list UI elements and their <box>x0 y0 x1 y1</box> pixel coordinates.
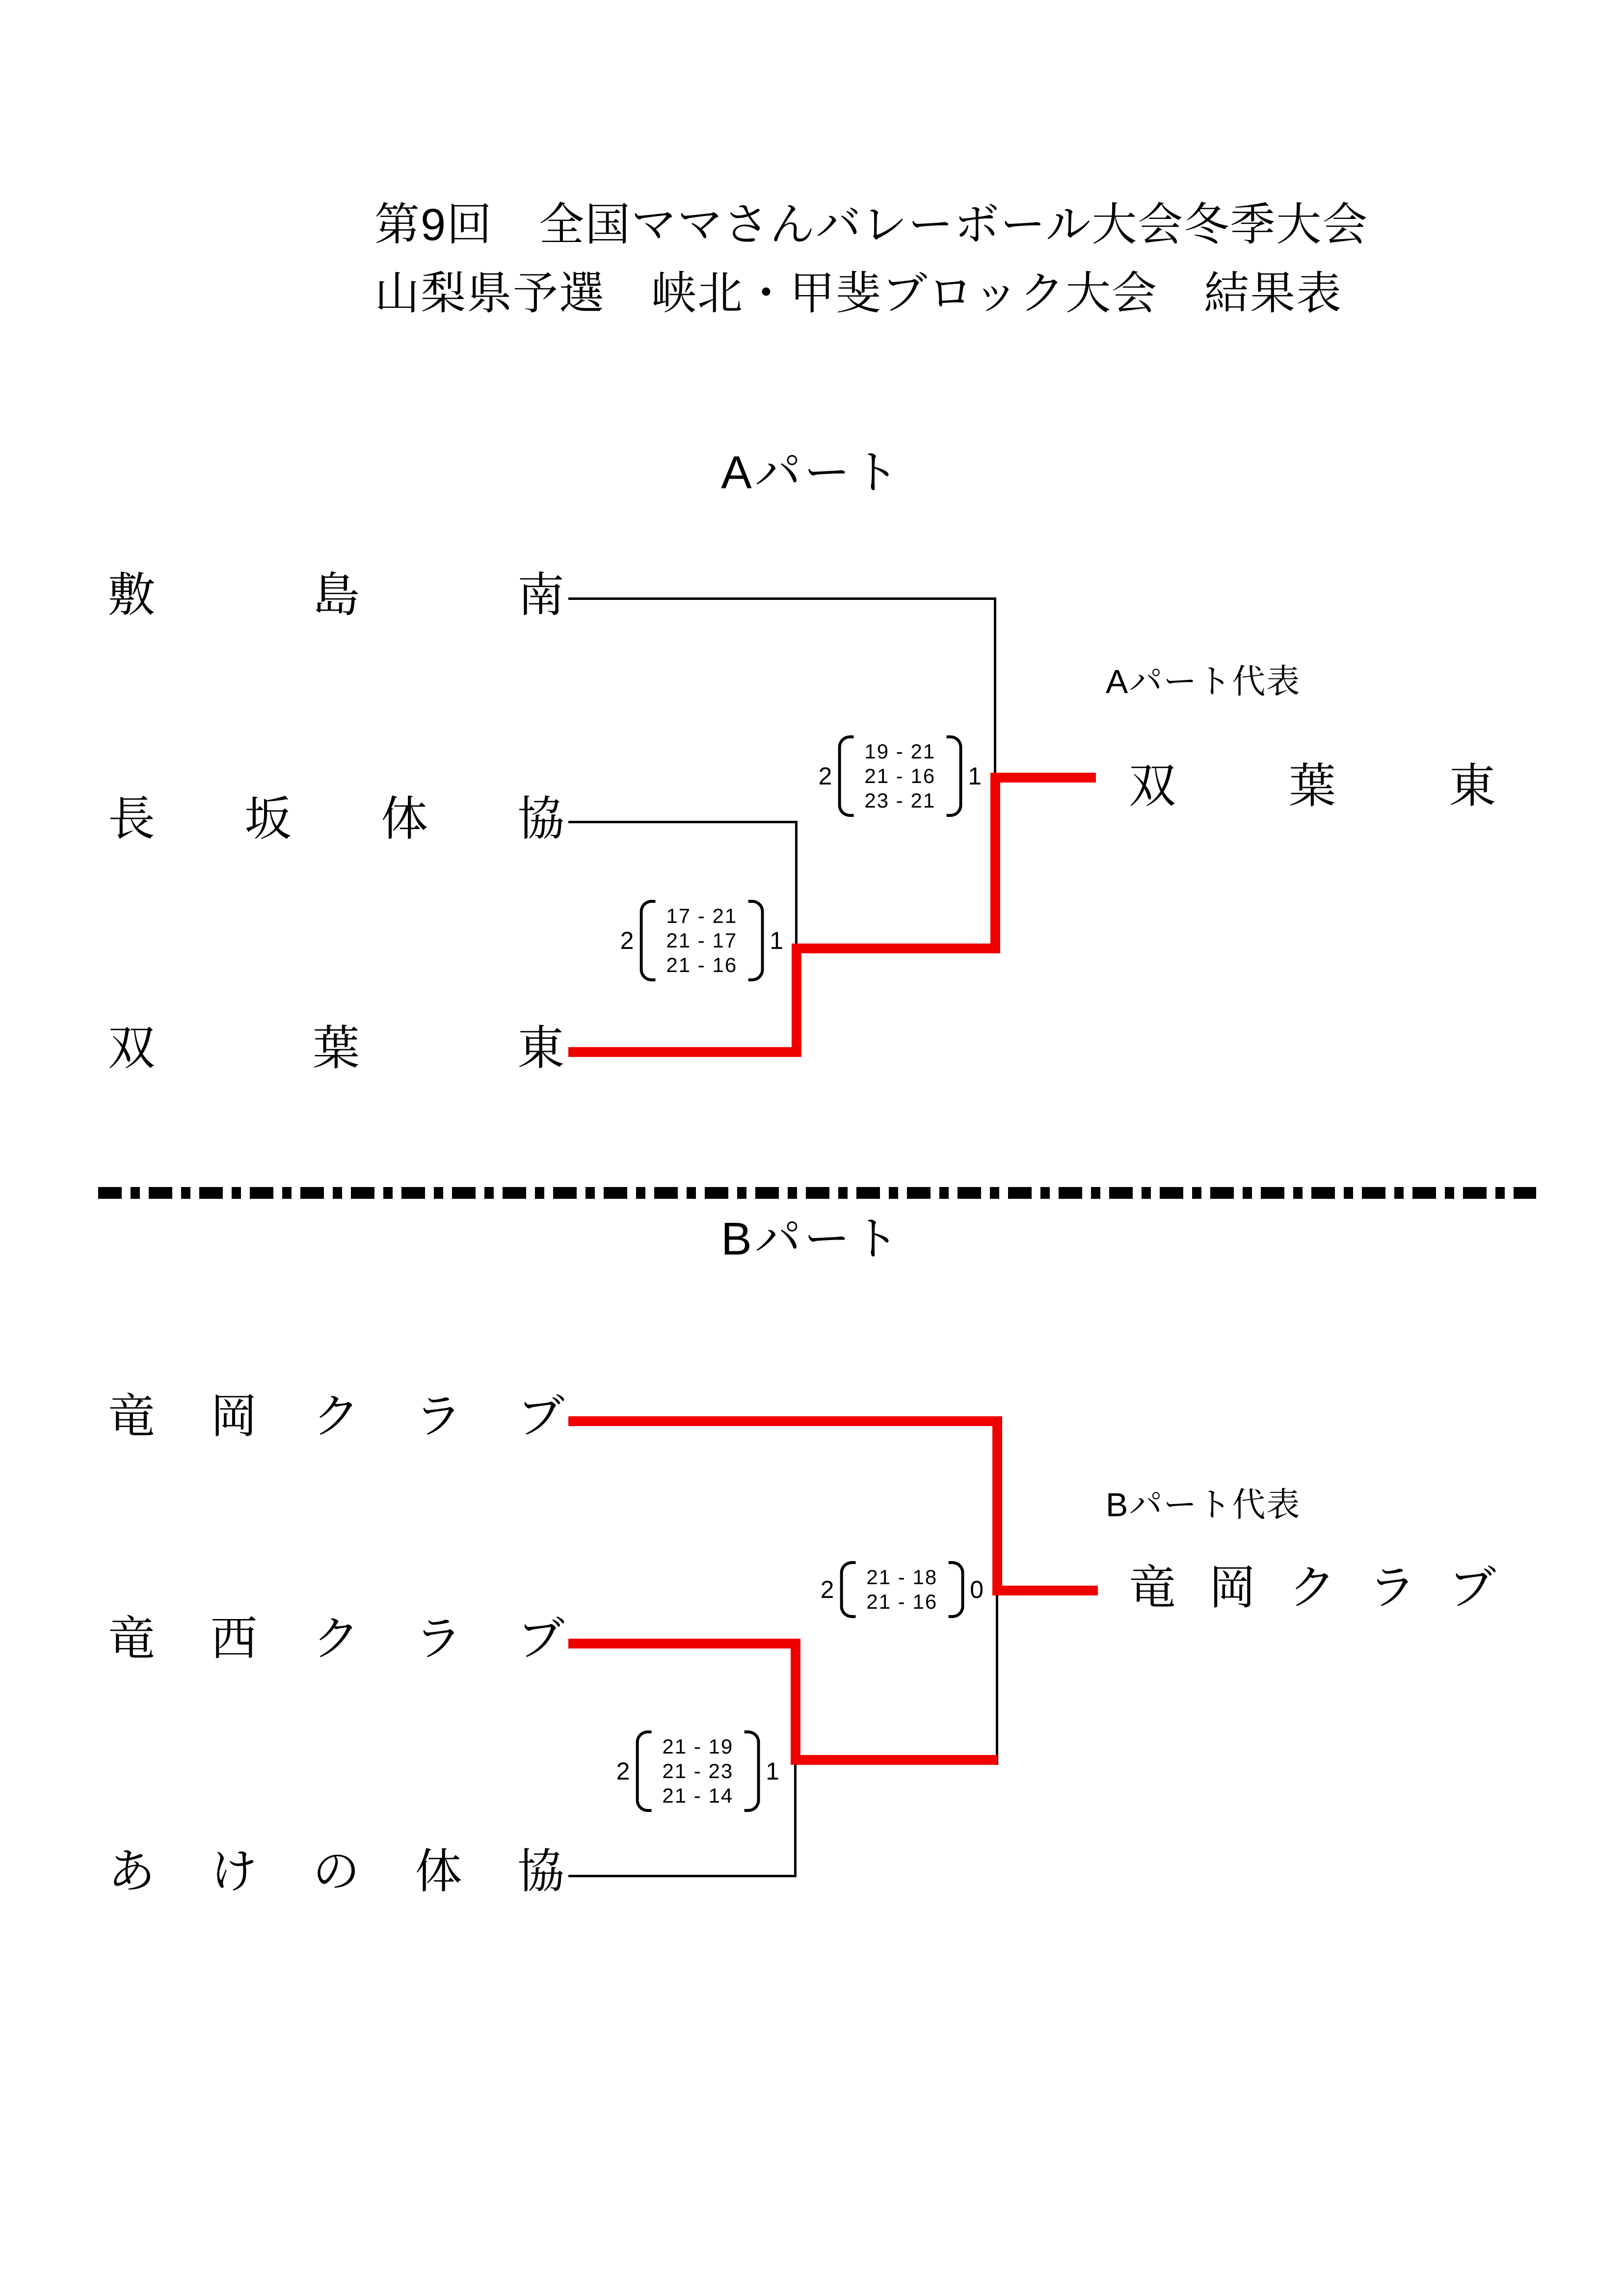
team-name-char: 体 <box>415 1845 462 1898</box>
team-name-char: 西 <box>210 1613 258 1665</box>
team-name-char: 竜 <box>108 1613 155 1665</box>
bracket-line-b-team3-drop <box>794 1765 797 1876</box>
set-score: 17 - 21 <box>666 904 738 927</box>
part-a-final-loser-sets: 1 <box>968 762 982 790</box>
tournament-title-line2: 山梨県予選 峡北・甲斐ブロック大会 結果表 <box>374 269 1343 319</box>
team-name-char: 葉 <box>313 1022 360 1075</box>
team-name-char: 東 <box>517 1022 564 1075</box>
set-score: 19 - 21 <box>864 740 936 763</box>
part-a-final-score <box>817 735 984 817</box>
part-a-representative-label: Aパート代表 <box>1106 663 1301 701</box>
bracket-line-a-team2 <box>568 821 798 823</box>
part-b-header: Bパート <box>721 1213 902 1265</box>
part-a-final-set-scores <box>857 735 942 817</box>
bracket-line-b-team3 <box>568 1875 797 1877</box>
part-b-semi-set-scores <box>655 1730 740 1812</box>
team-name-char: ク <box>313 1390 360 1443</box>
part-b-semi-winner-sets: 2 <box>616 1757 630 1785</box>
part-a-final-winner-sets: 2 <box>818 762 832 790</box>
bracket-line-b-team1 <box>568 1416 1002 1426</box>
bracket-line-a-semi-riser <box>792 944 801 1057</box>
team-name-char: 長 <box>108 793 155 845</box>
team-name-char: ブ <box>517 1390 564 1443</box>
bracket-close-glyph <box>948 1561 964 1618</box>
team-name-char: 竜 <box>1129 1562 1176 1614</box>
team-name-char: 岡 <box>1209 1562 1256 1614</box>
part-a-semi-winner-sets: 2 <box>620 927 634 954</box>
bracket-open-glyph <box>840 1561 855 1618</box>
part-a-team-2 <box>108 793 564 845</box>
bracket-line-a-team1 <box>568 597 996 600</box>
part-b-semifinal-score <box>614 1730 781 1812</box>
team-name-char: 南 <box>517 569 564 621</box>
team-name-char: あ <box>108 1845 155 1898</box>
part-a-representative-name <box>1129 760 1496 812</box>
bracket-open-glyph <box>838 735 853 817</box>
team-name-char: 葉 <box>1289 760 1336 812</box>
part-b-final-winner-sets: 2 <box>820 1576 834 1603</box>
set-score: 21 - 16 <box>866 1590 938 1613</box>
team-name-char: 双 <box>1129 760 1176 812</box>
team-name-char: ブ <box>1449 1562 1496 1614</box>
section-divider <box>98 1187 1536 1199</box>
set-score: 23 - 21 <box>864 789 936 812</box>
team-name-char: け <box>210 1845 258 1898</box>
set-score: 21 - 19 <box>662 1735 734 1758</box>
bracket-close-glyph <box>748 900 764 981</box>
part-b-final-set-scores <box>859 1561 944 1618</box>
set-score: 21 - 16 <box>666 953 738 976</box>
part-a-semi-set-scores <box>659 900 744 981</box>
team-name-char: ブ <box>517 1613 564 1665</box>
team-name-char: ラ <box>1369 1562 1416 1614</box>
team-name-char: ラ <box>415 1390 462 1443</box>
team-name-char: 体 <box>381 793 428 845</box>
part-b-team-1 <box>108 1390 564 1443</box>
part-a-header: Aパート <box>721 446 902 498</box>
part-a-semifinal-score <box>618 900 785 981</box>
bracket-line-b-semi-out <box>791 1755 997 1765</box>
team-name-char: 双 <box>108 1022 155 1075</box>
bracket-line-a-team1-drop <box>994 597 996 773</box>
set-score: 21 - 18 <box>866 1566 938 1589</box>
part-b-final-loser-sets: 0 <box>970 1576 984 1603</box>
team-name-char: ク <box>313 1613 360 1665</box>
part-b-representative-name <box>1129 1562 1496 1614</box>
bracket-line-b-semi-drop <box>791 1639 800 1765</box>
bracket-close-glyph <box>946 735 962 817</box>
team-name-char: ラ <box>415 1613 462 1665</box>
bracket-line-a-team2-drop <box>795 821 798 944</box>
team-name-char: 坂 <box>244 793 292 845</box>
team-name-char: の <box>313 1845 360 1898</box>
team-name-char: 協 <box>517 1845 564 1898</box>
team-name-char: 協 <box>517 793 564 845</box>
bracket-line-a-semi-out <box>792 944 1000 953</box>
bracket-line-b-final-drop <box>992 1416 1002 1595</box>
bracket-line-b-team2 <box>568 1639 800 1648</box>
team-name-char: 東 <box>1449 760 1496 812</box>
set-score: 21 - 23 <box>662 1759 734 1783</box>
bracket-line-b-final-loser-drop <box>996 1595 998 1765</box>
team-name-char: 竜 <box>108 1390 155 1443</box>
set-score: 21 - 16 <box>864 764 936 787</box>
team-name-char: 岡 <box>210 1390 258 1443</box>
part-b-final-score <box>819 1561 985 1618</box>
part-a-team-3 <box>108 1022 564 1075</box>
part-b-team-3 <box>108 1845 564 1898</box>
bracket-line-a-team3 <box>568 1047 801 1057</box>
tournament-title-line1: 第9回 全国ママさんバレーボール大会冬季大会 <box>374 200 1369 250</box>
team-name-char: 島 <box>313 569 360 621</box>
bracket-line-b-winner <box>992 1586 1098 1595</box>
part-b-semi-loser-sets: 1 <box>766 1757 779 1785</box>
bracket-open-glyph <box>639 900 655 981</box>
team-name-char: 敷 <box>108 569 155 621</box>
set-score: 21 - 17 <box>666 929 738 952</box>
bracket-close-glyph <box>744 1730 760 1812</box>
bracket-line-a-final-riser <box>990 773 1000 953</box>
set-score: 21 - 14 <box>662 1784 734 1807</box>
part-b-representative-label: Bパート代表 <box>1106 1486 1301 1524</box>
team-name-char: ク <box>1289 1562 1336 1614</box>
bracket-open-glyph <box>636 1730 651 1812</box>
part-a-team-1 <box>108 569 564 621</box>
part-a-semi-loser-sets: 1 <box>770 927 783 954</box>
part-b-team-2 <box>108 1613 564 1665</box>
bracket-line-a-winner <box>990 773 1096 783</box>
